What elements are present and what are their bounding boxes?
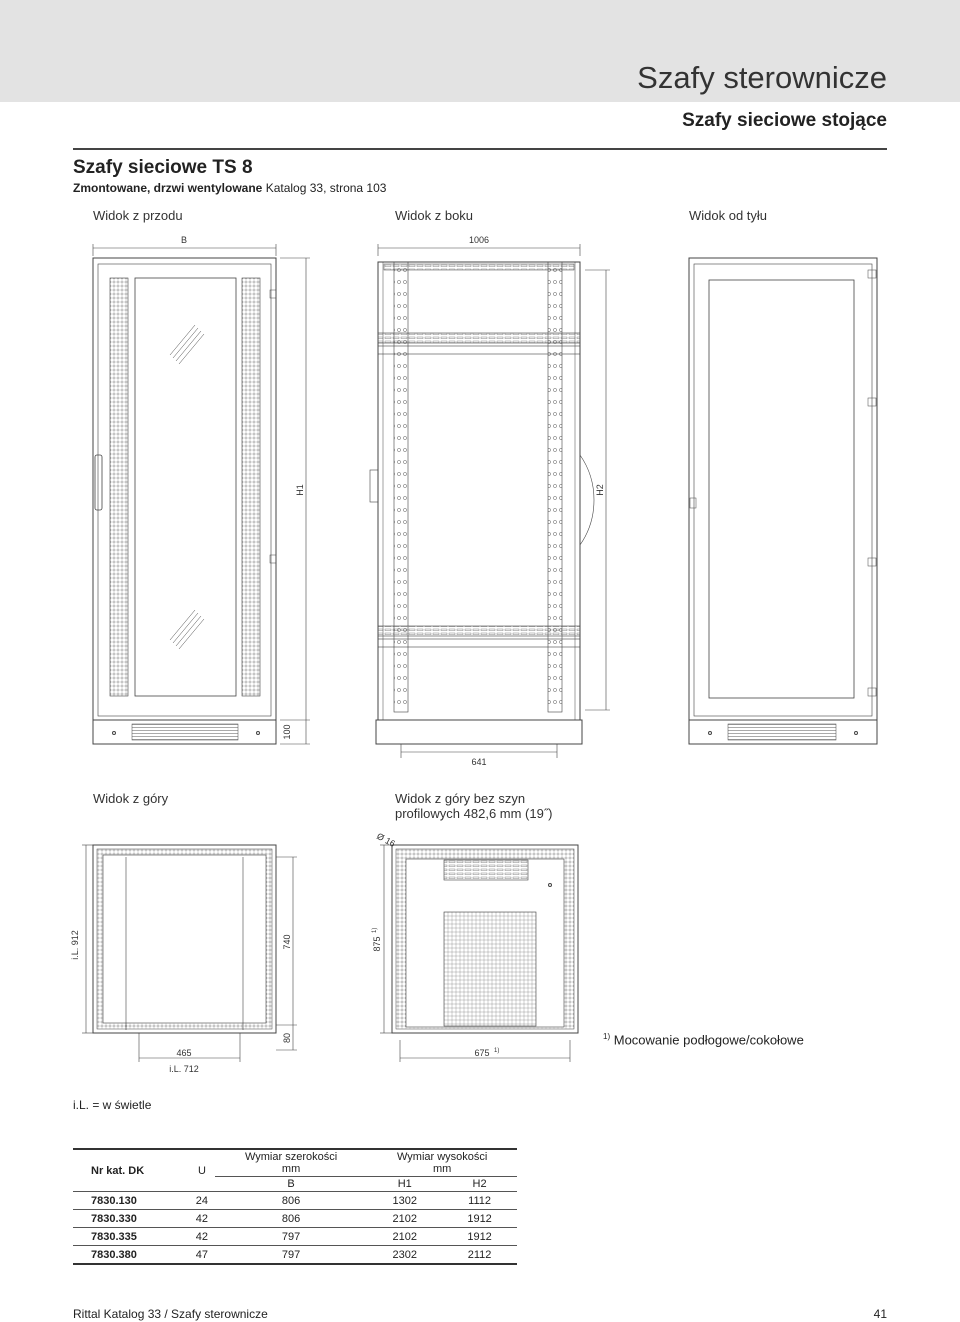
section-subtitle-bold: Zmontowane, drzwi wentylowane bbox=[73, 181, 263, 195]
col-b-header: B bbox=[287, 1178, 295, 1190]
dim-b: B bbox=[180, 235, 188, 245]
dim-675: 675 bbox=[474, 1048, 490, 1058]
dim-465: 465 bbox=[176, 1048, 192, 1058]
cell-h1: 2102 bbox=[367, 1210, 442, 1228]
dim-875-group bbox=[372, 928, 382, 952]
cell-u: 42 bbox=[189, 1210, 215, 1228]
rear-view-drawing bbox=[689, 258, 877, 744]
top-view-no-rails-drawing bbox=[380, 845, 578, 1062]
col-u-header: U bbox=[189, 1149, 215, 1192]
footer-page-number: 41 bbox=[873, 1307, 887, 1321]
dim-1006: 1006 bbox=[468, 235, 490, 245]
dim-875: 875 bbox=[372, 936, 382, 952]
page-title: Szafy sterownicze bbox=[637, 60, 887, 95]
col-h1-header: H1 bbox=[397, 1178, 412, 1190]
front-view-drawing bbox=[93, 244, 310, 744]
cell-h2: 2112 bbox=[442, 1246, 517, 1265]
label-rear-view: Widok od tyłu bbox=[689, 208, 768, 223]
dim-80: 80 bbox=[282, 1032, 292, 1044]
side-view-drawing bbox=[370, 244, 610, 758]
cell-nr: 7830.380 bbox=[73, 1246, 189, 1265]
dim-100: 100 bbox=[282, 724, 292, 740]
cell-h1: 2102 bbox=[367, 1228, 442, 1246]
height-group-header bbox=[367, 1149, 517, 1177]
cell-b: 806 bbox=[215, 1210, 368, 1228]
cell-b: 797 bbox=[215, 1246, 368, 1265]
dim-diameter-16: Ø 16 bbox=[375, 830, 397, 849]
col-h2-header: H2 bbox=[472, 1178, 487, 1190]
footnote-marker: 1) bbox=[603, 1032, 611, 1041]
cell-b: 797 bbox=[215, 1228, 368, 1246]
table-row bbox=[73, 1228, 517, 1246]
spec-table bbox=[73, 1148, 517, 1265]
table-row bbox=[73, 1192, 517, 1210]
width-group-header bbox=[215, 1149, 368, 1177]
cell-h1: 1302 bbox=[367, 1192, 442, 1210]
height-group-unit: mm bbox=[433, 1163, 452, 1175]
page-subtitle: Szafy sieciowe stojące bbox=[682, 110, 887, 131]
cell-nr: 7830.335 bbox=[73, 1228, 189, 1246]
dim-875-footnote: 1) bbox=[372, 927, 378, 933]
top-view-drawing bbox=[82, 845, 297, 1062]
dim-641: 641 bbox=[471, 757, 487, 767]
cell-h1: 2302 bbox=[367, 1246, 442, 1265]
label-front-view: Widok z przodu bbox=[93, 208, 183, 223]
dim-675-footnote: 1) bbox=[494, 1048, 500, 1054]
footnote bbox=[603, 1032, 804, 1047]
cell-nr: 7830.330 bbox=[73, 1210, 189, 1228]
label-top-view-no-rails-1: Widok z góry bez szyn bbox=[395, 791, 526, 806]
section-title: Szafy sieciowe TS 8 bbox=[73, 157, 253, 178]
height-group-label: Wymiar wysokości bbox=[397, 1151, 488, 1163]
dim-h1: H1 bbox=[295, 484, 305, 496]
label-side-view: Widok z boku bbox=[395, 208, 474, 223]
table-row bbox=[73, 1246, 517, 1265]
label-top-view: Widok z góry bbox=[93, 791, 169, 806]
label-top-view-no-rails-2: profilowych 482,6 mm (19˝) bbox=[395, 806, 553, 821]
cell-u: 47 bbox=[189, 1246, 215, 1265]
table-row bbox=[73, 1210, 517, 1228]
dim-h2: H2 bbox=[595, 484, 605, 496]
cell-nr: 7830.130 bbox=[73, 1192, 189, 1210]
section-subtitle-rest: Katalog 33, strona 103 bbox=[262, 181, 387, 195]
cell-h2: 1912 bbox=[442, 1210, 517, 1228]
width-group-unit: mm bbox=[281, 1163, 301, 1175]
dim-il-712: i.L. 712 bbox=[169, 1064, 199, 1074]
footnote-text: Mocowanie podłogowe/cokołowe bbox=[610, 1032, 804, 1048]
il-note: i.L. = w świetle bbox=[73, 1098, 152, 1112]
cell-u: 42 bbox=[189, 1228, 215, 1246]
col-nr-header: Nr kat. DK bbox=[73, 1149, 189, 1192]
dim-740: 740 bbox=[282, 934, 292, 950]
dim-il-912: i.L. 912 bbox=[70, 930, 80, 960]
cell-u: 24 bbox=[189, 1192, 215, 1210]
cell-b: 806 bbox=[215, 1192, 368, 1210]
cell-h2: 1112 bbox=[442, 1192, 517, 1210]
footer-catalog: Rittal Katalog 33 / Szafy sterownicze bbox=[73, 1307, 268, 1321]
cell-h2: 1912 bbox=[442, 1228, 517, 1246]
width-group-label: Wymiar szerokości bbox=[244, 1151, 338, 1163]
